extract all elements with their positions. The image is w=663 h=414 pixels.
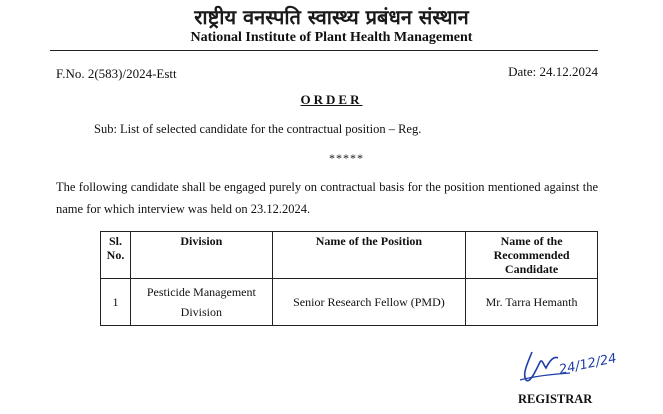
header-division: Division bbox=[130, 232, 272, 279]
order-heading: ORDER bbox=[300, 92, 363, 107]
signature-date: 24/12/24 bbox=[557, 351, 618, 378]
table-header-row bbox=[101, 232, 598, 279]
header-sl-no: Sl. No. bbox=[101, 232, 131, 279]
header-candidate: Name of the Recommended Candidate bbox=[466, 232, 598, 279]
body-paragraph: The following candidate shall be engaged purely on contractual basis for the position mentioned against the name for which interview was held on 23.12.2024. bbox=[56, 180, 598, 216]
header-divider bbox=[50, 50, 598, 51]
file-number: F.No. 2(583)/2024-Estt bbox=[56, 66, 177, 81]
header-position: Name of the Position bbox=[272, 232, 465, 279]
registrar-designation: REGISTRAR bbox=[518, 392, 593, 406]
order-date: Date: 24.12.2024 bbox=[508, 64, 598, 79]
hindi-institute-title: राष्ट्रीय वनस्पति स्वास्थ्य प्रबंधन संस्थान bbox=[194, 5, 469, 29]
subject-line: Sub: List of selected candidate for the contractual position – Reg. bbox=[94, 122, 422, 136]
cell-division: Pesticide Management Division bbox=[130, 279, 272, 326]
cell-candidate: Mr. Tarra Hemanth bbox=[466, 279, 598, 326]
cell-position: Senior Research Fellow (PMD) bbox=[272, 279, 465, 326]
separator-stars: ***** bbox=[329, 151, 364, 165]
registrar-signature bbox=[510, 340, 630, 395]
institute-title: National Institute of Plant Health Management bbox=[190, 30, 473, 45]
candidate-table bbox=[100, 231, 598, 326]
table-row bbox=[101, 279, 598, 326]
cell-sl-no: 1 bbox=[101, 279, 131, 326]
